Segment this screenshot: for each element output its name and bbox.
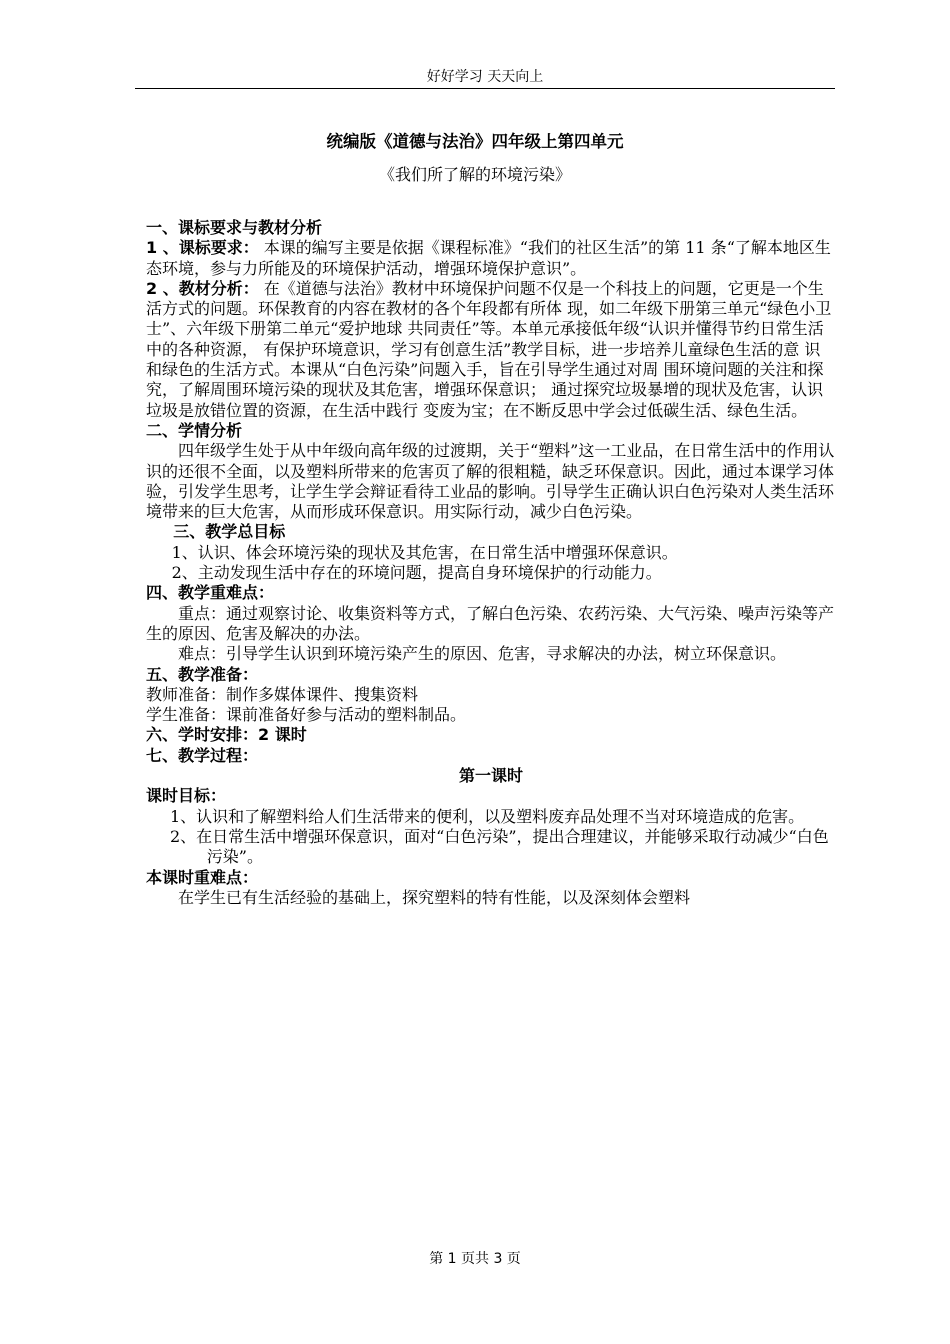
student-preparation: 学生准备：课前准备好参与活动的塑料制品。 [146, 705, 467, 725]
paragraph-curriculum [146, 238, 836, 279]
lesson-title: 第一课时 [458, 766, 523, 786]
section-heading-5: 五、教学准备： [146, 664, 259, 684]
lesson-goal-2: 2、在日常生活中增强环保意识，面对“白色污染”，提出合理建议，并能够采取行动减少“白色污染”。 [170, 826, 829, 867]
section-heading-3: 三、教学总目标 [173, 522, 286, 542]
text-curriculum: 本课的编写主要是依据《课程标准》“我们的社区生活”的第 11 条“了解本地区生态环境，参与力所能及的环境保护活动，增强环境保护意识”。 [146, 238, 831, 278]
document-subtitle: 《我们所了解的环境污染》 [378, 165, 571, 184]
section-heading-2: 二、学情分析 [146, 420, 243, 440]
lesson-focus-label: 本课时重难点： [146, 867, 259, 887]
paragraph-key-points: 重点：通过观察讨论、收集资料等方式，了解白色污染、农药污染、大气污染、噪声污染等产生的原因、危害及解决的办法。 [146, 603, 835, 643]
paragraph-difficulties: 难点：引导学生认识到环境污染产生的原因、危害，寻求解决的办法，树立环保意识。 [178, 644, 787, 664]
section-heading-4: 四、教学重难点： [146, 583, 275, 603]
section-heading-6: 六、学时安排：2 课时 [146, 725, 307, 745]
document-body [146, 218, 836, 908]
lesson-focus-text: 在学生已有生活经验的基础上，探究塑料的特有性能，以及深刻体会塑料 [178, 887, 691, 907]
lesson-goals-label: 课时目标： [146, 786, 227, 806]
text-textbook: 在《道德与法治》教材中环境保护问题不仅是一个科技上的问题，它更是一个生活方式的问题。环保教育的内容在教材的各个年段都有所体 现，如二年级下册第三单元“绿色小卫士”、六年级下册第二单元“爱护地球 共同责任”等。本单元承接低年级“认识并懂得节约日常生活中的各种资源， 有保护环境意识，学习有创意生活”教学目标，进一步培养儿童绿色生活的意 识和绿色的生活方式。本课从“白色污染”问题入手，旨在引导学生通过对周 围环境问题的关注和探究，了解周围环境污染的现状及其危害，增强环保意识； 通过探究垃圾暴增的现状及危害，认识垃圾是放错位置的资源，在生活中践行 变废为宝；在不断反思中学会过低碳生活、绿色生活。 [146, 278, 832, 420]
paragraph-textbook [146, 279, 836, 421]
goal-item-2: 2、主动发现生活中存在的环境问题，提高自身环境保护的行动能力。 [171, 563, 662, 583]
section-heading-1: 一、课标要求与教材分析 [146, 218, 323, 237]
label-textbook: 2 、教材分析： [146, 278, 259, 298]
document-title: 统编版《道德与法治》四年级上第四单元 [326, 132, 624, 151]
label-curriculum: 1 、课标要求： [146, 238, 259, 258]
goal-item-1: 1、认识、体会环境污染的现状及其危害，在日常生活中增强环保意识。 [171, 542, 678, 562]
lesson-goal-1: 1、认识和了解塑料给人们生活带来的便利，以及塑料废弃品处理不当对环境造成的危害。 [170, 806, 805, 826]
header-divider [135, 88, 835, 89]
page-header: 好好学习 天天向上 [426, 69, 544, 85]
teacher-preparation: 教师准备：制作多媒体课件、搜集资料 [146, 684, 419, 704]
section-heading-7: 七、教学过程： [146, 745, 259, 765]
paragraph-learner-analysis: 四年级学生处于从中年级向高年级的过渡期，关于“塑料”这一工业品，在日常生活中的作用认识的还很不全面，以及塑料所带来的危害页了解的很粗糙，缺乏环保意识。因此，通过本课学习体验，引发学生思考，让学生学会辩证看待工业品的影响。引导学生正确认识白色污染对人类生活环境带来的巨大危害，从而形成环保意识。用实际行动，减少白色污染。 [146, 441, 835, 522]
page-footer: 第 1 页共 3 页 [429, 1251, 521, 1267]
